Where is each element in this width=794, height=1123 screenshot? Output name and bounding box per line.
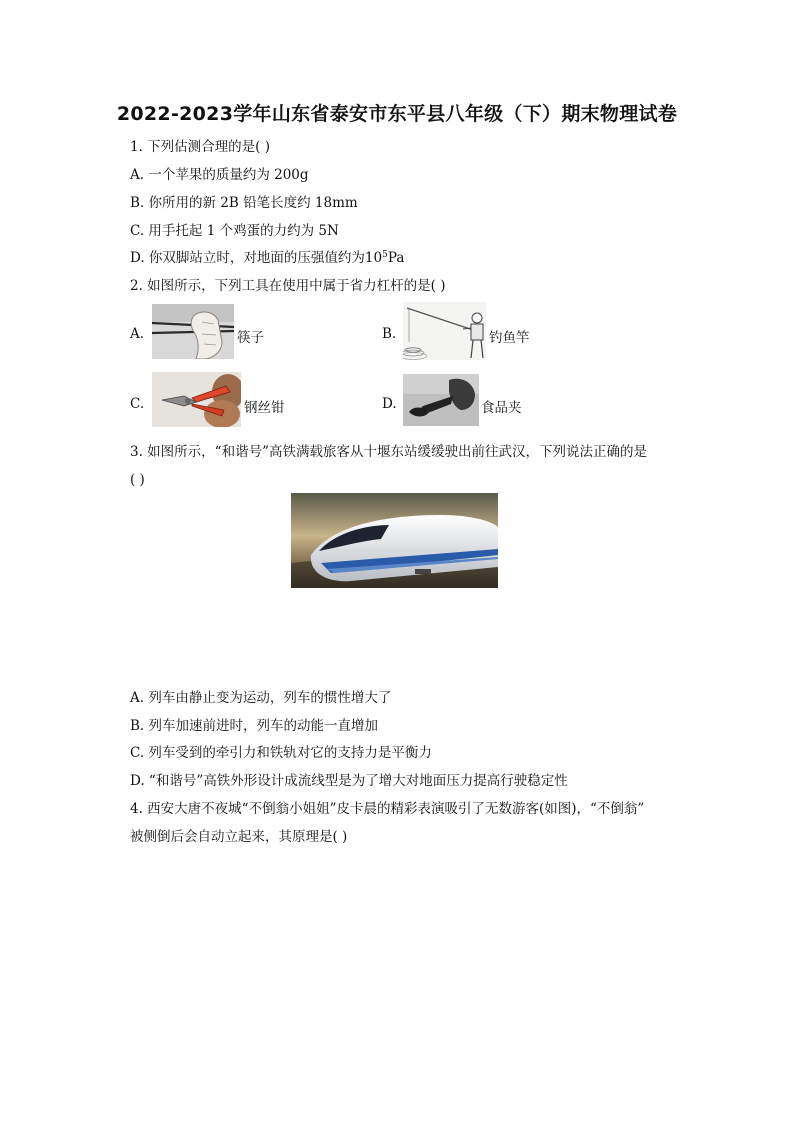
q1-option-a: A. 一个苹果的质量约为 200g [130,167,309,183]
q2-option-c-caption: 钢丝钳 [244,400,285,416]
q4-stem: 4. 西安大唐不夜城“不倒翁小姐姐”皮卡晨的精彩表演吸引了无数游客(如图)，“不倒翁” [130,801,645,817]
q4-stem-continued: 被侧倒后会自动立起来，其原理是( ) [130,829,348,845]
pliers-image [152,372,241,427]
q2-option-a-caption: 筷子 [237,330,264,346]
q1-option-d-unit: Pa [387,250,405,266]
food-tongs-image [403,374,479,426]
q3-option-b: B. 列车加速前进时，列车的动能一直增加 [130,718,379,734]
q2-option-c-letter: C. [130,396,145,412]
q1-option-c: C. 用手托起 1 个鸡蛋的力约为 5N [130,223,339,239]
q2-option-d-letter: D. [382,396,397,412]
q3-option-a: A. 列车由静止变为运动，列车的惯性增大了 [130,690,392,706]
q1-option-d-exponent: 5 [382,250,388,260]
fishing-rod-image [403,302,486,360]
q2-option-b-caption: 钓鱼竿 [489,330,530,346]
chopsticks-image [152,304,234,359]
q1-option-d-text: D. 你双脚站立时，对地面的压强值约为10 [130,250,383,266]
q2-stem: 2. 如图所示，下列工具在使用中属于省力杠杆的是( ) [130,278,446,294]
high-speed-train-image [291,493,498,588]
q3-option-c: C. 列车受到的牵引力和铁轨对它的支持力是平衡力 [130,745,432,761]
q2-option-a-letter: A. [130,326,145,342]
q3-stem-paren: ( ) [130,472,145,488]
q2-option-b-letter: B. [382,326,397,342]
q1-stem: 1. 下列估测合理的是( ) [130,139,270,155]
q1-option-b: B. 你所用的新 2B 铅笔长度约 18mm [130,195,358,211]
q1-option-d [130,249,404,267]
q3-option-d: D. “和谐号”高铁外形设计成流线型是为了增大对地面压力提高行驶稳定性 [130,773,568,789]
q2-option-d-caption: 食品夹 [481,400,522,416]
exam-title: 2022-2023学年山东省泰安市东平县八年级（下）期末物理试卷 [116,103,678,125]
q3-stem: 3. 如图所示，“和谐号”高铁满载旅客从十堰东站缓缓驶出前往武汉，下列说法正确的是 [130,444,647,460]
